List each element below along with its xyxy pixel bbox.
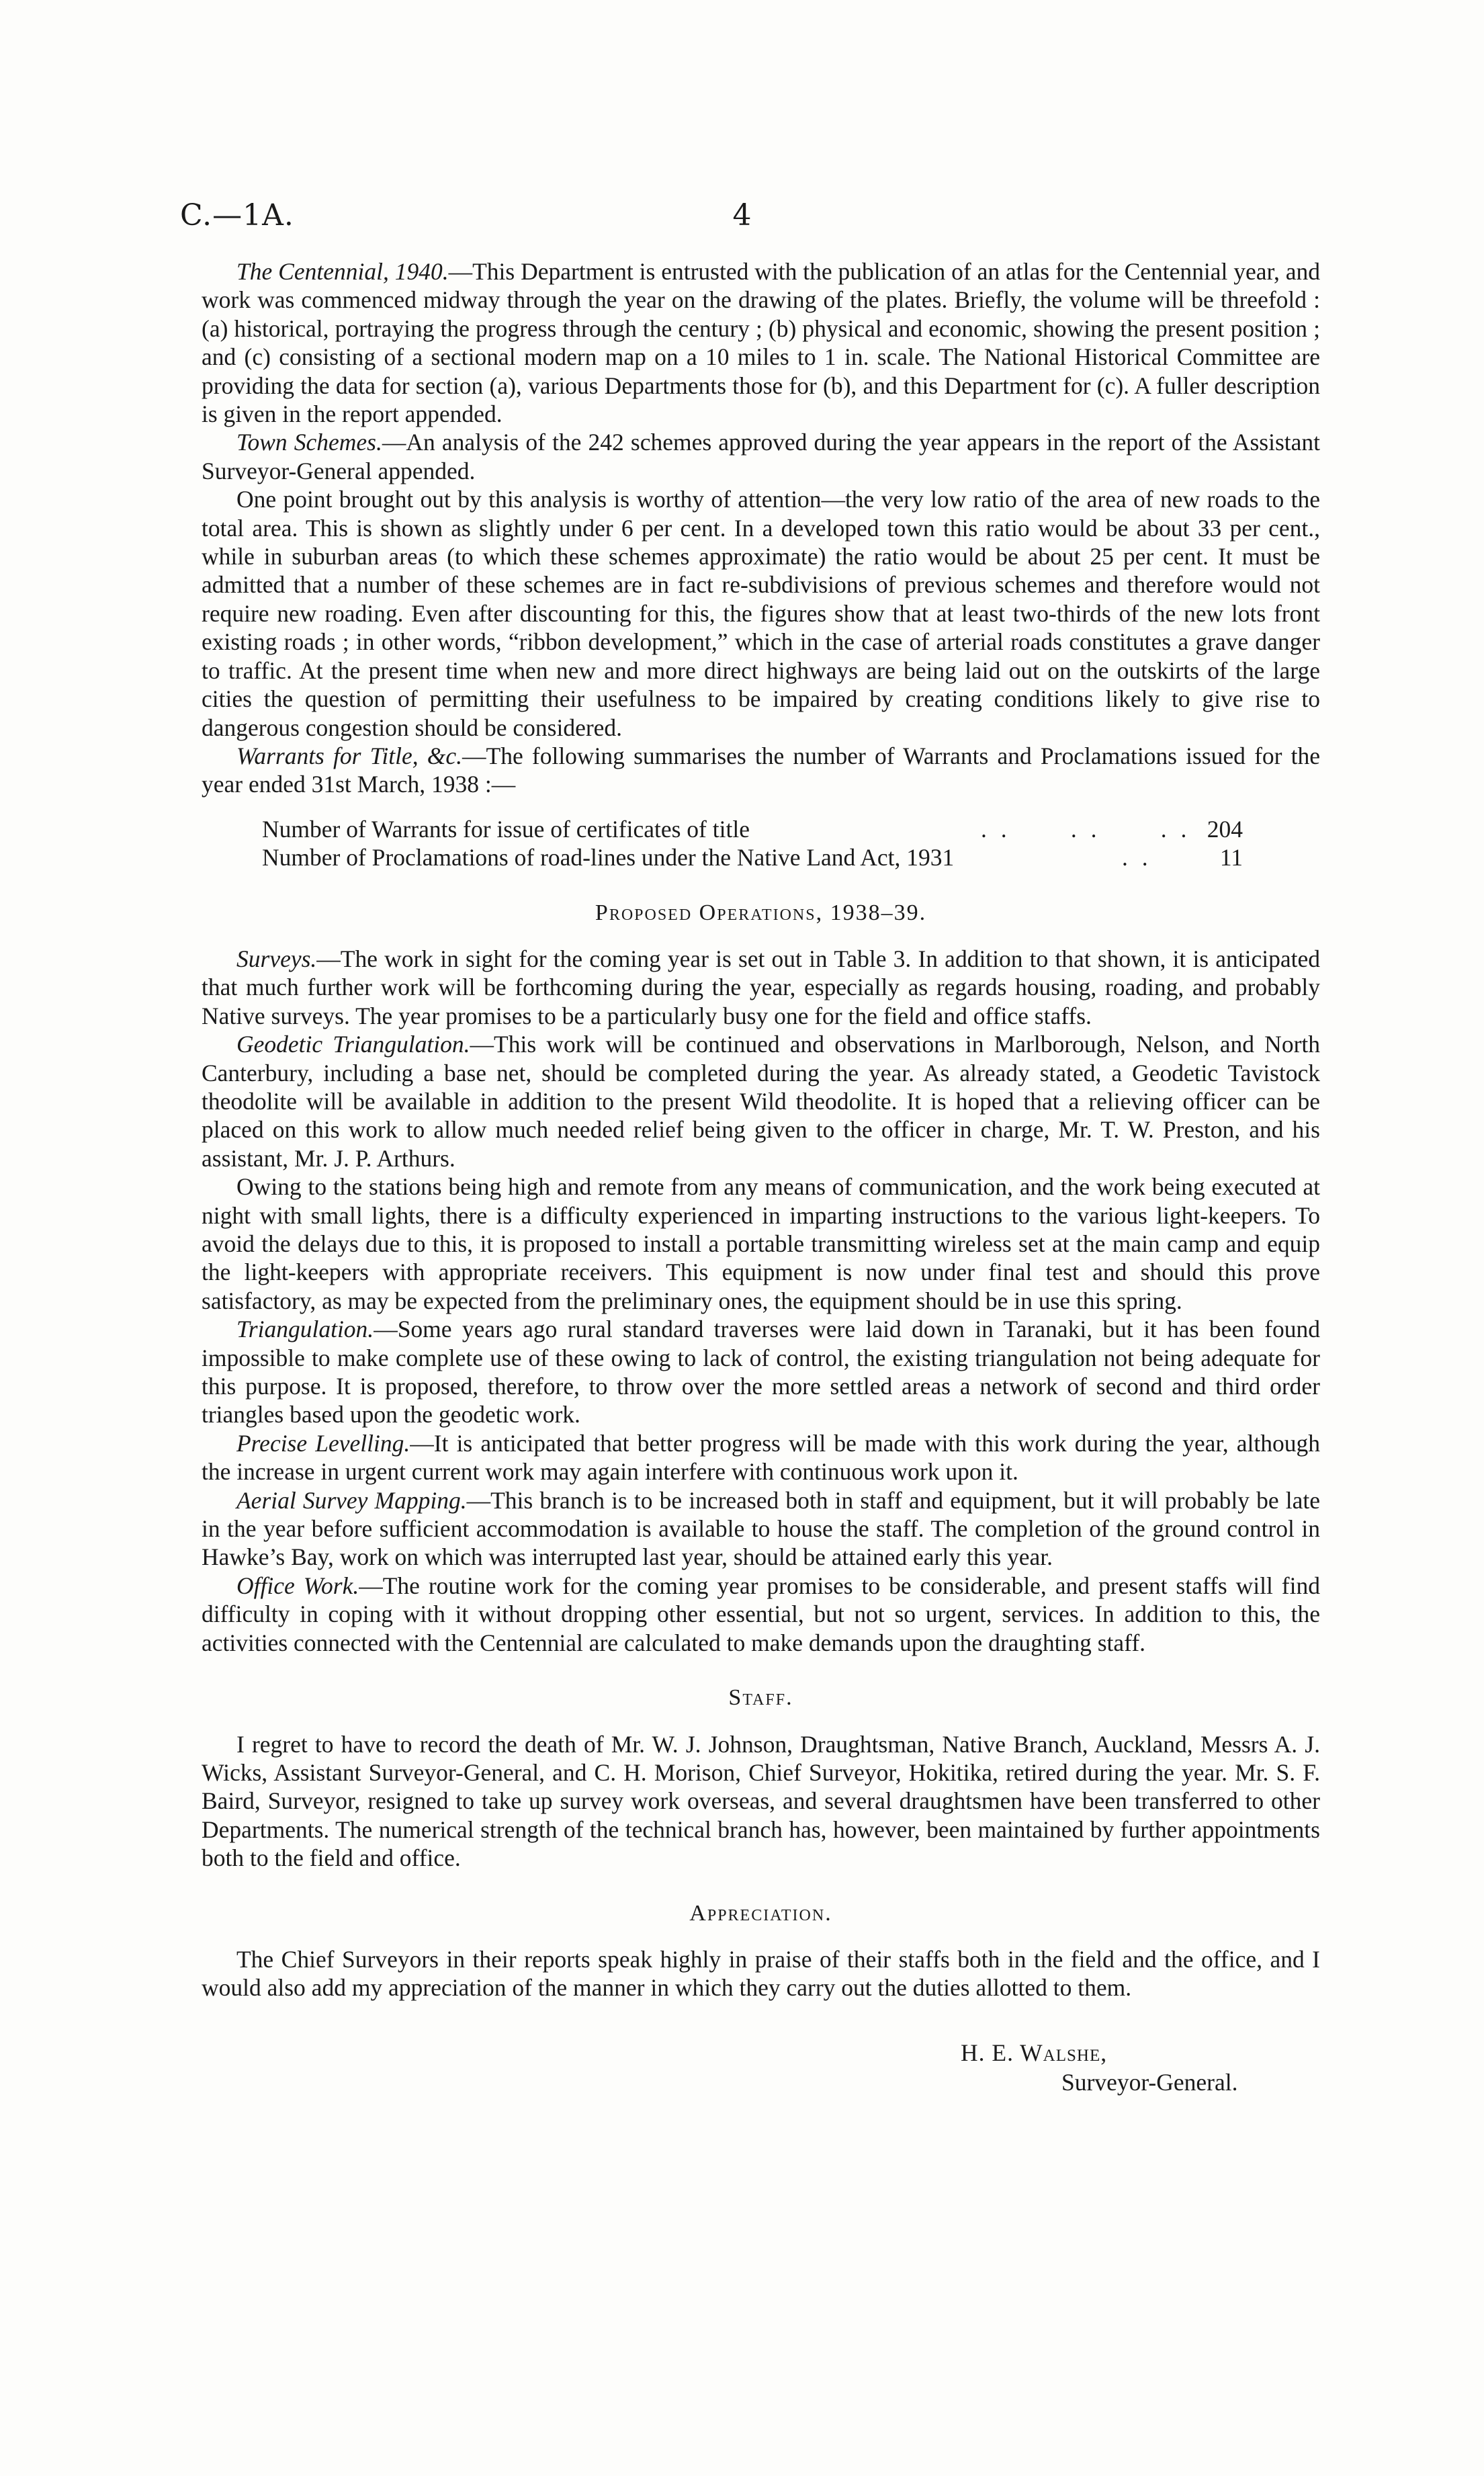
table-row	[262, 843, 1243, 871]
paragraph-text: —The following summarises the number of Warrants and Proclamations issued for the year ended 31st March, 1938 :—	[202, 742, 1320, 798]
paragraph-aerial-survey	[202, 1486, 1320, 1572]
signatory-title: Surveyor-General.	[1061, 2068, 1238, 2096]
paragraph-town-schemes	[202, 428, 1320, 485]
paragraph-lead: Town Schemes.	[236, 429, 382, 456]
page-header	[180, 198, 1304, 239]
section-heading-appreciation: Appreciation.	[689, 1900, 832, 1926]
paragraph-lead: Warrants for Title, &c.	[236, 742, 463, 769]
paragraph-text: —The work in sight for the coming year is set out in Table 3. In addition to that shown, it is anticipated that much further work will be forthcoming during the year, especially as regards housing, roading, and probably Native surveys. The year promises to be a particularly busy one for the field and office staffs.	[202, 945, 1320, 1029]
paragraph-centennial	[202, 257, 1320, 428]
paragraph-text: —It is anticipated that better progress will be made with this work during the year, although the increase in urgent current work may again interfere with continuous work upon it.	[202, 1429, 1320, 1486]
paragraph-staff	[202, 1730, 1320, 1873]
paragraph-text: Messrs A. J. Wicks, Assistant Surveyor-General, and C. H. Morison, Chief Surveyor, Hokitika, retired during the year. Mr. S. F. Baird, Surveyor, resigned to take up survey work overseas, and several draughtsmen have been transferred to other Departments. The numerical strength of the technical branch has, however, been maintained by further appointments both to the field and office.	[202, 1730, 1320, 1872]
paragraph-lead: Triangulation.	[236, 1316, 374, 1343]
paragraph-office-work	[202, 1572, 1320, 1657]
signatory-name: H. E. Walshe,	[961, 2039, 1108, 2066]
paragraph-lead: Aerial Survey Mapping.	[236, 1486, 467, 1514]
paragraph-text: The Chief Surveyors in their reports speak highly in praise of their staffs both in the field and the office, and I would also add my appreciation of the manner in which they carry out the duties allotted to them.	[202, 1945, 1320, 2002]
table-row-value: 204	[1207, 815, 1243, 843]
paragraph-text: —Some years ago rural standard traverses were laid down in Taranaki, but it has been found impossible to make complete use of these owing to lack of control, the existing triangulation not being adequate for this purpose. It is proposed, therefore, to throw over the more settled areas a network of second and third order triangles based upon the geodetic work.	[202, 1316, 1320, 1428]
paragraph-warrants	[202, 742, 1320, 799]
paragraph-lead: The Centennial, 1940.	[236, 258, 449, 285]
paragraph-text: —This work will be continued and observations in Marlborough, Nelson, and North Canterbury, including a base net, should be completed during the year. As already stated, a Geodetic Tavistock theodolite will be available in addition to the present Wild theodolite. It is hoped that a relieving officer can be placed on this work to allow much needed relief being given to the officer in charge, Mr. T. W. Preston, and his assistant, Mr. J. P. Arthurs.	[202, 1031, 1320, 1172]
paragraph-roads-ratio	[202, 485, 1320, 742]
paragraph-lead: Surveys.	[236, 945, 317, 972]
paragraph-stations	[202, 1172, 1320, 1315]
document-reference: C.—1A.	[180, 198, 294, 232]
paragraph-text: —An analysis of the 242 schemes approved during the year appears in the report of the Assistant Surveyor-General appended.	[202, 429, 1321, 484]
warrants-table	[262, 815, 1243, 872]
table-row-label: Number of Warrants for issue of certificates of title	[262, 815, 750, 843]
paragraph-geodetic-triangulation	[202, 1030, 1320, 1172]
paragraph-text: —This Department is entrusted with the publication of an atlas for the Centennial year, and work was commenced midway through the year on the drawing of the plates. Briefly, the volume will be threefold : (a) historical, portraying the progress through the century ; (b) physical and economic, showing the present position ; and (c) consisting of a sectional modern map on a 10 miles to 1 in. scale. The National Historical Committee are providing the data for section (a), various Departments those for (b), and this Department for (c). A fuller description is given in the report appended.	[202, 258, 1320, 428]
paragraph-precise-levelling	[202, 1429, 1320, 1486]
paragraph-text: —This branch is to be increased both in staff and equipment, but it will probably be late in the year before sufficient accommodation is available to house the staff. The completion of the ground control in Hawke’s Bay, work on which was interrupted last year, should be attained early this year.	[202, 1486, 1320, 1571]
paragraph-text: Owing to the stations being high and remote from any means of communication, and the work being executed at night with small lights, there is a difficulty experienced in imparting instructions to the various light-keepers. To avoid the delays due to this, it is proposed to install a portable transmitting wireless set at the main camp and equip the light-keepers with appropriate receivers. This equipment is now under final test and should this prove satisfactory, as may be expected from the preliminary ones, the equipment should be in use this spring.	[202, 1173, 1320, 1314]
paragraph-text: One point brought out by this analysis is worthy of attention—the very low ratio of the area of new roads to the total area. This is shown as slightly under 6 per cent. In a developed town this ratio would be about 33 per cent., while in suburban areas (to which these schemes approximate) the ratio would be about 25 per cent. It must be admitted that a number of these schemes are in fact re-subdivisions of previous schemes and therefore would not require new roading. Even after discounting for this, the figures show that at least two-thirds of the new lots front existing roads ; in other words, “ribbon development,” which in the case of arterial roads constitutes a grave danger to traffic. At the present time when new and more direct highways are being laid out on the outskirts of the large cities the question of permitting their usefulness to be impaired by creating conditions likely to give rise to dangerous congestion should be considered.	[202, 486, 1320, 741]
paragraph-triangulation	[202, 1315, 1320, 1429]
paragraph-surveys	[202, 945, 1320, 1030]
section-heading-staff: Staff.	[728, 1685, 793, 1711]
page-body	[202, 257, 1320, 2119]
signature-block	[202, 2039, 1320, 2119]
paragraph-lead: Precise Levelling.	[236, 1429, 410, 1457]
paragraph-appreciation	[202, 1945, 1320, 2002]
paragraph-first-line: I regret to have to record the death of Mr. W. J. Johnson, Draughtsman, Native Branch, Auckland,	[236, 1730, 1193, 1758]
paragraph-lead: Geodetic Triangulation.	[236, 1031, 470, 1058]
table-row-leader-dots: . . . . . .	[981, 815, 1191, 843]
paragraph-lead: Office Work.	[236, 1572, 359, 1599]
section-heading-proposed-operations: Proposed Operations, 1938–39.	[595, 900, 927, 925]
page-number: 4	[732, 198, 752, 232]
table-row	[262, 815, 1243, 843]
table-row-label: Number of Proclamations of road-lines under the Native Land Act, 1931	[262, 844, 955, 871]
table-row-leader-dots: . .	[1122, 844, 1152, 871]
paragraph-text: —The routine work for the coming year promises to be considerable, and present staffs will find difficulty in coping with it without dropping other essential, but not so urgent, services. In addition to this, the activities connected with the Centennial are calculated to make demands upon the draughting staff.	[202, 1572, 1320, 1656]
table-row-value: 11	[1219, 844, 1243, 871]
